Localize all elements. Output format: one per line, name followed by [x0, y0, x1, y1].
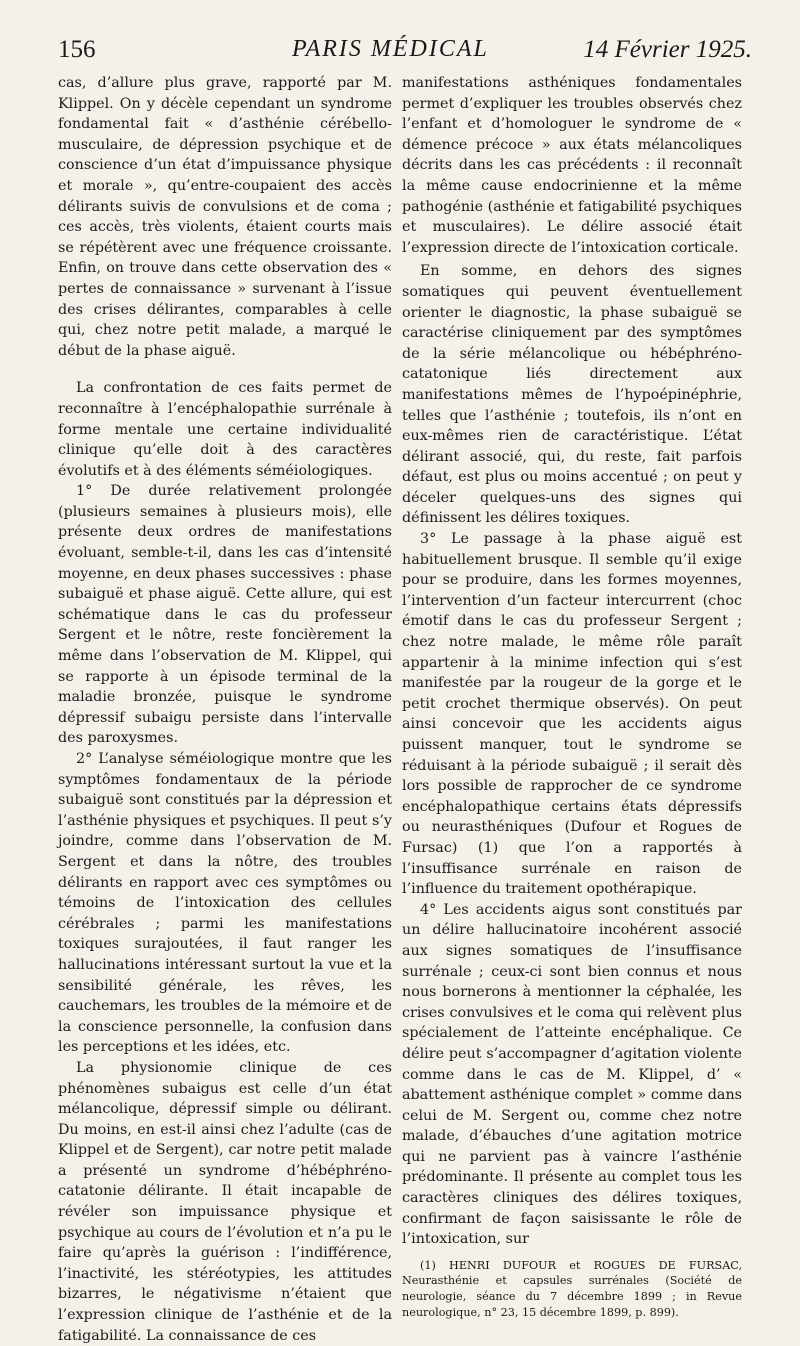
left-column	[58, 73, 392, 1346]
issue-date: 14 Février 1925.	[583, 36, 752, 63]
paragraph: La confrontation de ces faits permet de reconnaître à l’encéphalopathie surrénale à forme mentale une certaine individualité clinique qu’elle doit à des caractères évolutifs et à des éléments séméiologiques.	[58, 380, 392, 479]
footnote: (1) HENRI DUFOUR et ROGUES DE FURSAC, Neurasthénie et capsules surrénales (Société de neurologie, séance du 7 décembre 1899 ; in Revue neurologique, n° 23, 15 décembre 1899, p. 899).	[402, 1258, 742, 1319]
paragraph: cas, d’allure plus grave, rapporté par M. Klippel. On y décèle cependant un syndrome fondamental fait « d’asthénie cérébello-musculaire, de dépression psychique et de conscience d’un état d’impuissance physique et morale », qu’entre-coupaient des accès délirants suivis de convulsions et de coma ; ces accès, très violents, étaient courts mais se répétèrent avec une fréquence croissante. Enfin, on trouve dans cette observation des « pertes de connaissance » survenant à l’issue des crises délirantes, comparables à celle qui, chez notre petit malade, a marqué le début de la phase aiguë.	[58, 75, 392, 359]
paragraph: 3° Le passage à la phase aiguë est habituellement brusque. Il semble qu’il exige pour se produire, dans les formes moyennes, l’intervention d’un facteur intercurrent (choc émotif dans le cas du professeur Sergent ; chez notre malade, le même rôle paraît appartenir à la minime infection qui s’est manifestée par la rougeur de la gorge et le petit crochet thermique observés). On peut ainsi concevoir que les accidents aigus puissent manquer, tout le syndrome se réduisant à la période subaiguë ; il serait dès lors possible de rapprocher de ce syndrome encéphalopathique certains états dépressifs ou neurasthéniques (Dufour et Rogues de Fursac) (1) que l’on a rapportés à l’insuffisance surrénale en raison de l’influence du traitement opothérapique.	[402, 531, 742, 898]
paragraph: 1° De durée relativement prolongée (plusieurs semaines à plusieurs mois), elle présente deux ordres de manifestations évoluant, semble-t-il, dans les cas d’intensité moyenne, en deux phases successives : phase subaiguë et phase aiguë. Cette allure, qui est schématique dans le cas du professeur Sergent et le nôtre, reste foncièrement la même dans l’observation de M. Klippel, qui se rapporte à un épisode terminal de la maladie bronzée, puisque le syndrome dépressif subaigu persiste dans l’intervalle des paroxysmes.	[58, 483, 392, 747]
journal-title: PARIS MÉDICAL	[292, 36, 489, 62]
paragraph: 2° L’analyse séméiologique montre que les symptômes fondamentaux de la période subaiguë sont constitués par la dépression et l’asthénie physiques et psychiques. Il peut s’y joindre, comme dans l’observation de M. Sergent et dans la nôtre, des troubles délirants en rapport avec ces symptômes ou témoins de l’intoxication des cellules cérébrales ; parmi les manifestations toxiques surajoutées, il faut ranger les hallucinations intéressant surtout la vue et la sensibilité générale, les rêves, les cauchemars, les troubles de la mémoire et de la conscience personnelle, la confusion dans les perceptions et les idées, etc.	[58, 751, 392, 1056]
paragraph: La physionomie clinique de ces phénomènes subaigus est celle d’un état mélancolique, dépressif simple ou délirant. Du moins, en est-il ainsi chez l’adulte (cas de Klippel et de Sergent), car notre petit malade a présenté un syndrome d’hébéphréno-catatonie délirante. Il était incapable de révéler son impuissance physique et psychique au cours de l’évolution et n’a pu le faire qu’après la guérison : l’indifférence, l’inactivité, les stéréotypies, les attitudes bizarres, le négativisme n’étaient que l’expression clinique de l’asthénie et de la fatigabilité. La connaissance de ces	[58, 1059, 392, 1344]
page-header	[58, 36, 752, 68]
page-number: 156	[58, 36, 96, 63]
paragraph: 4° Les accidents aigus sont constitués par un délire hallucinatoire incohérent associé aux signes somatiques de l’insuffisance surrénale ; ceux-ci sont bien connus et nous nous bornerons à mentionner la céphalée, les crises convulsives et le coma qui relèvent plus spécialement de l’atteinte encéphalique. Ce délire peut s’accompagner d’agitation violente comme dans le cas de M. Klippel, d’ « abattement asthénique complet » comme dans celui de M. Sergent ou, comme chez notre malade, d’ébauches d’une agitation motrice qui ne parvient pas à vaincre l’asthénie prédominante. Il présente au complet tous les caractères cliniques des délires toxiques, confirmant de façon saisissante le rôle de l’intoxication, sur	[402, 901, 742, 1248]
paragraph: manifestations asthéniques fondamentales permet d’expliquer les troubles observés chez l’enfant et d’homologuer le syndrome de « démence précoce » aux états mélancoliques décrits dans les cas précédents : il reconnaît la même cause endocrinienne et la même pathogénie (asthénie et fatigabilité psychiques et musculaires). Le délire associé était l’expression directe de l’intoxication corticale.	[402, 75, 742, 256]
paragraph: En somme, en dehors des signes somatiques qui peuvent éventuellement orienter le diagnostic, la phase subaiguë se caractérise cliniquement par des symptômes de la série mélancolique ou hébéphréno-catatonique liés directement aux manifestations mêmes de l’hypoépinéphrie, telles que l’asthénie ; toutefois, ils n’ont en eux-mêmes rien de caractéristique. L’état délirant associé, qui, du reste, fait parfois défaut, est plus ou moins accentué ; on peut y déceler quelques-uns des signes qui définissent les délires toxiques.	[402, 263, 742, 527]
right-column	[402, 73, 742, 1320]
